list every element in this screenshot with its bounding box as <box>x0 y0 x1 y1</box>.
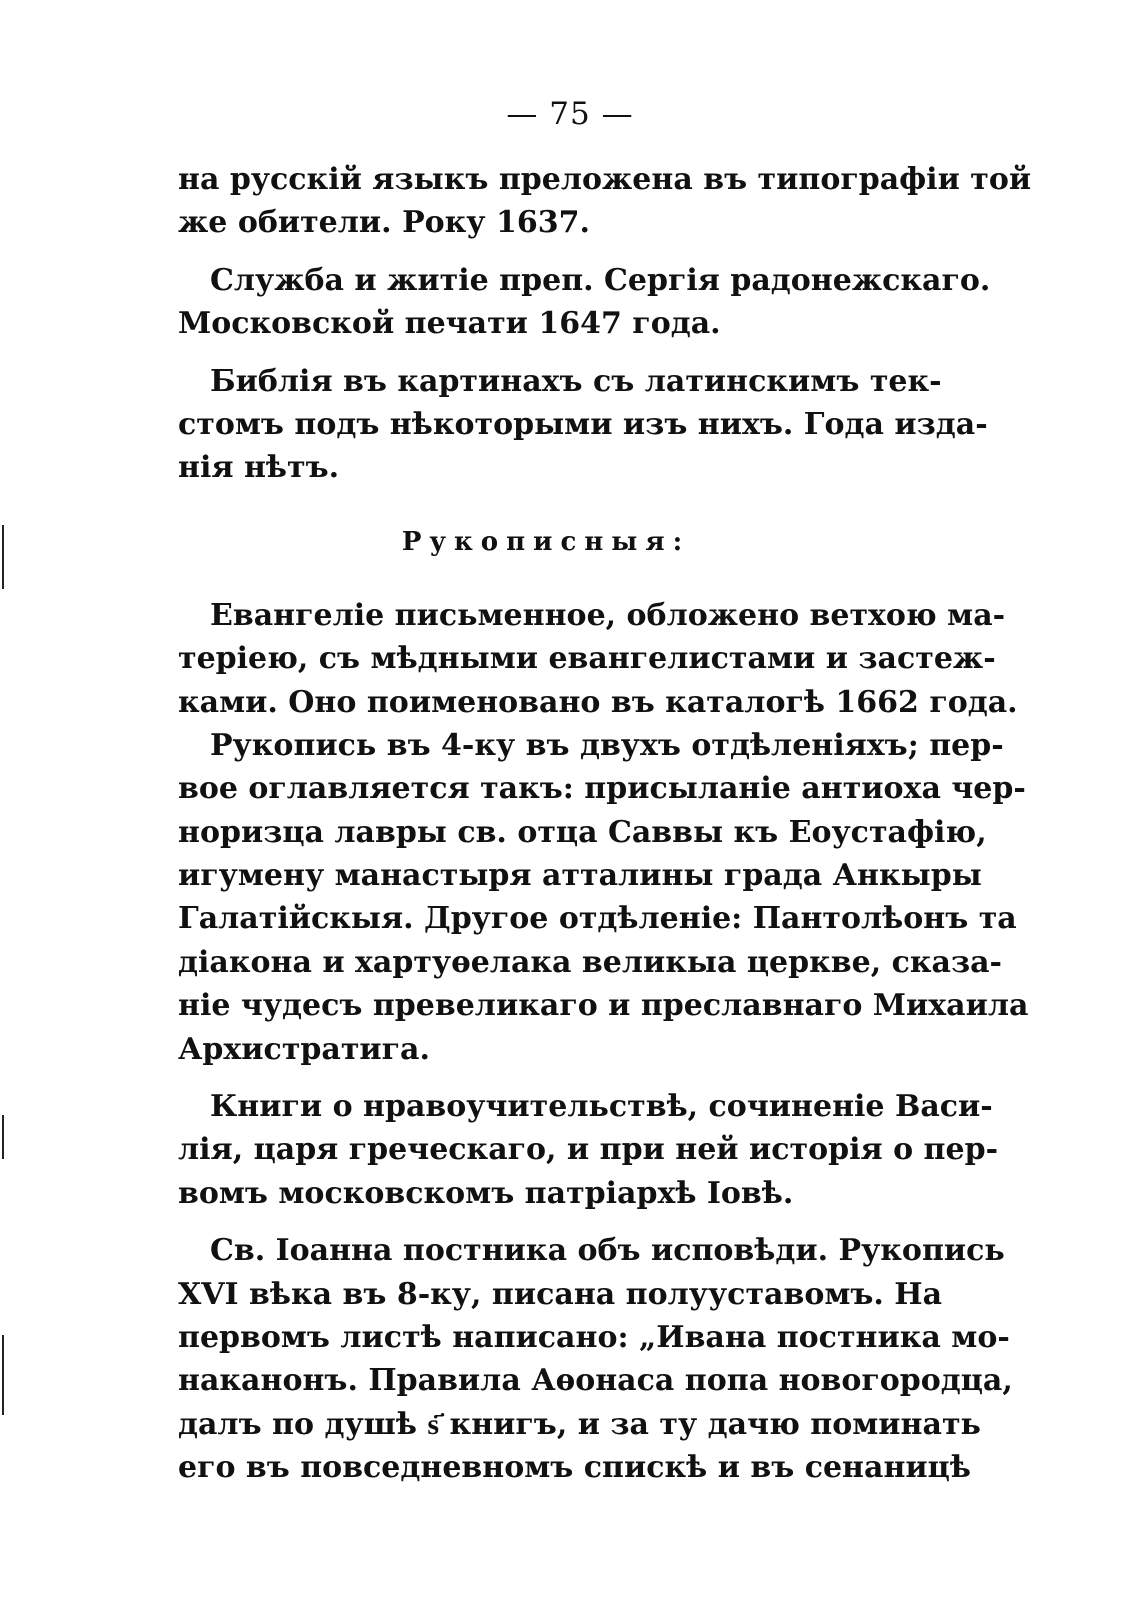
section-heading: Рукописныя: <box>401 526 691 557</box>
text-line: первомъ листѣ написано: „Ивана постника мо- <box>178 1319 1010 1355</box>
text-line: стомъ подъ нѣкоторыми изъ нихъ. Года изда- <box>178 406 988 442</box>
text-line: Архистратига. <box>178 1031 430 1067</box>
text-line: XVI вѣка въ 8-ку, писана полууставомъ. На <box>178 1276 943 1312</box>
text-body <box>178 158 1032 1490</box>
text-line: Св. Іоанна постника объ исповѣди. Рукопись <box>210 1233 1005 1269</box>
text-line: игумену манастыря атталины града Анкыры <box>178 858 982 894</box>
text-line: вомъ московскомъ патріархѣ Іовѣ. <box>178 1175 794 1211</box>
text-line: его въ повседневномъ спискѣ и въ сенаницѣ <box>178 1450 971 1486</box>
text-line: Библія въ картинахъ съ латинскимъ тек- <box>210 363 942 399</box>
scan-margin-mark <box>2 525 4 589</box>
text-line: норизца лавры св. отца Саввы къ Еоустафію, <box>178 814 987 850</box>
text-line: діакона и хартуѳелака великыа церкве, сказа- <box>178 944 1003 980</box>
text-line: Московской печати 1647 года. <box>178 306 721 342</box>
paragraph-4 <box>178 594 1018 724</box>
paragraph-7 <box>178 1229 1013 1489</box>
text-line: Рукопись въ 4-ку въ двухъ отдѣленіяхъ; пер- <box>210 727 1004 763</box>
text-line: Евангеліе письменное, обложено ветхою ма- <box>210 597 1006 633</box>
paragraph-5 <box>178 724 1029 1071</box>
text-line: Служба и житіе преп. Сергія радонежскаго. <box>210 262 991 298</box>
paragraph-1 <box>178 158 1032 245</box>
text-line: на русскій языкъ преложена въ типографіи той <box>178 162 1032 197</box>
scan-margin-mark <box>2 1335 4 1415</box>
text-line: лія, царя греческаго, и при ней исторія о пер- <box>178 1132 999 1168</box>
page-number: — 75 — <box>506 96 634 132</box>
text-line: нія нѣтъ. <box>178 450 340 486</box>
text-line: далъ по душѣ ѕ҃ книгъ, и за ту дачю поминать <box>178 1406 981 1442</box>
text-line: же обители. Року 1637. <box>178 205 590 241</box>
text-line: Книги о нравоучительствѣ, сочиненіе Васи- <box>210 1089 993 1125</box>
text-line: ніе чудесъ превеликаго и преславнаго Михаила <box>178 988 1029 1024</box>
text-line: теріею, съ мѣдными евангелистами и застеж- <box>178 641 996 677</box>
text-line: вое оглавляется такъ: присыланіе антиоха чер- <box>178 771 1026 807</box>
paragraph-2 <box>178 259 991 346</box>
paragraph-3 <box>178 360 988 490</box>
scan-margin-mark <box>2 1115 4 1159</box>
text-line: ками. Оно поименовано въ каталогѣ 1662 года. <box>178 684 1018 720</box>
text-line: наканонъ. Правила Аѳонаса попа новогородца, <box>178 1363 1013 1399</box>
paragraph-6 <box>178 1085 999 1215</box>
text-line: Галатійскыя. Другое отдѣленіе: Пантолѣонъ та <box>178 901 1017 937</box>
